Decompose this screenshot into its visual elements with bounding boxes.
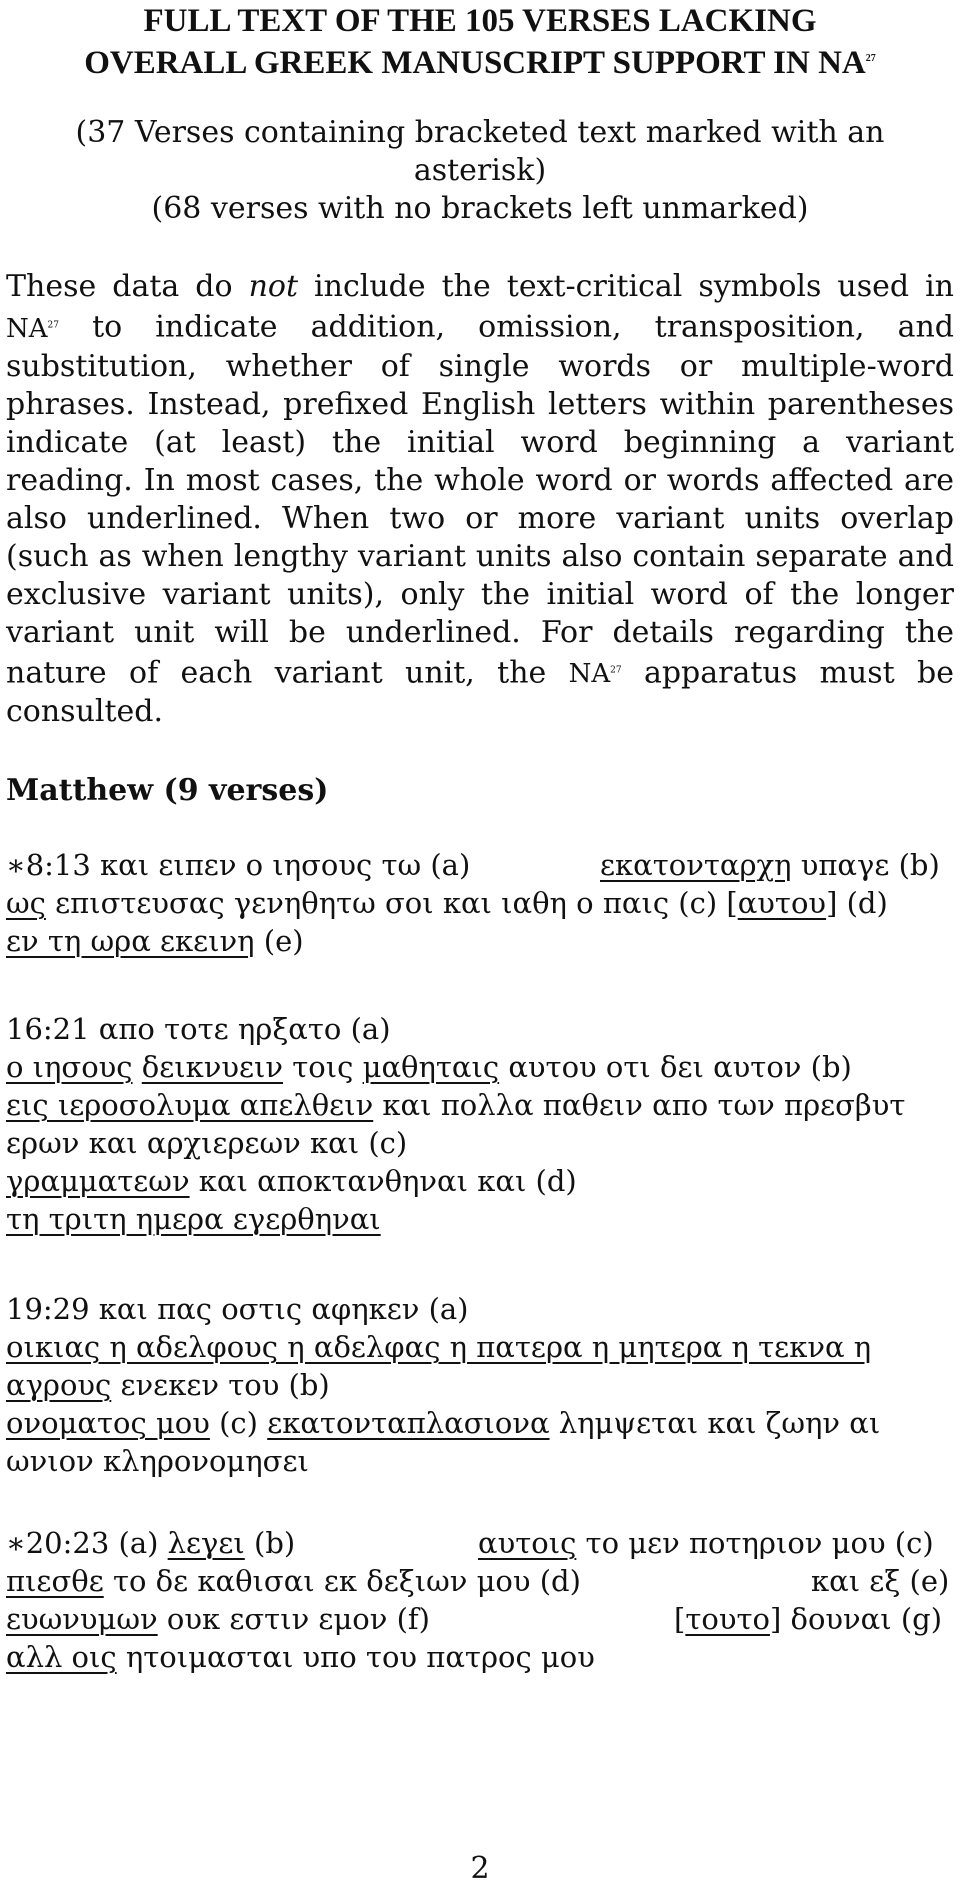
- verse-text: επιστευσας γενηθητω σοι και ιαθη ο παις (c): [45, 886, 727, 920]
- page-title: [30, 2, 930, 82]
- verse-line: [6, 1086, 956, 1124]
- underlined-word: ονοματος μου: [6, 1406, 210, 1440]
- intro-text-2: include the text-critical symbols used in: [298, 269, 955, 304]
- intro-paragraph: [6, 268, 954, 731]
- intro-text-4: apparatus must be consulted.: [6, 655, 954, 730]
- verse-line: [6, 1366, 956, 1404]
- verse-text: (b): [244, 1526, 296, 1560]
- underlined-word: αυτου: [737, 886, 827, 920]
- subtitle-line-2: asterisk): [413, 153, 547, 188]
- verse-20-23: [6, 1524, 956, 1676]
- verse-19-29: [6, 1290, 956, 1480]
- verse-text: ωνιον κληρονομησει: [6, 1444, 309, 1478]
- underlined-word: μαθηταις: [362, 1050, 500, 1084]
- bracket: [: [726, 886, 738, 920]
- underlined-word: τη τριτη ημερα εγερθηναι: [6, 1202, 381, 1236]
- verse-text: και πολλα παθειν απο των πρεσβυτ: [373, 1088, 906, 1122]
- intro-text-1: These data do: [6, 269, 249, 304]
- verse-line: [6, 1048, 956, 1086]
- underlined-word: λεγει: [167, 1526, 245, 1560]
- underlined-word: ευωνυμων: [6, 1602, 158, 1636]
- verse-text: (c): [209, 1406, 268, 1440]
- na-text-2: NA: [568, 659, 611, 690]
- intro-text-3: to indicate addition, omission, transposition, and substitution, whether of single words or multiple-word phrases. Instead, prefixed English letters within parentheses indicate (at least) the initial word beginning a variant reading. In most cases, the whole word or words affected are also underlined. When two or more variant units overlap (such as when lengthy variant units also contain separate and exclusive variant units), only the initial word of the longer variant unit will be underlined. For details regarding the nature of each variant unit, the: [6, 309, 954, 691]
- verse-text: ητοιμασται υπο του πατρος μου: [116, 1640, 595, 1674]
- verse-text: και εξ (e): [811, 1564, 950, 1598]
- verse-line: [6, 1200, 956, 1238]
- variant-reading: [600, 846, 940, 884]
- verse-line: [6, 1524, 956, 1562]
- title-line-2-text: OVERALL GREEK MANUSCRIPT SUPPORT IN NA: [84, 45, 866, 81]
- verse-line: [6, 1124, 956, 1162]
- verse-text: ∗20:23 (a): [6, 1526, 168, 1560]
- verse-text: ] (d): [826, 886, 888, 920]
- underlined-word: εκατονταπλασιονα: [267, 1406, 550, 1440]
- underlined-word: ο ιησους: [6, 1050, 133, 1084]
- underlined-word: εις ιεροσολυμα απελθειν: [6, 1088, 374, 1122]
- verse-text: (e): [254, 924, 304, 958]
- subtitle-line-3: (68 verses with no brackets left unmarked): [151, 191, 809, 226]
- verse-line: [6, 1562, 956, 1600]
- verse-text: τοις: [283, 1050, 363, 1084]
- title-line-2: [30, 40, 930, 82]
- verse-text: 16:21 απο τοτε ηρξατο (a): [6, 1012, 391, 1046]
- page-number: 2: [470, 1851, 490, 1886]
- verse-text: το μεν ποτηριον μου (c): [576, 1526, 934, 1560]
- verse-text: και αποκτανθηναι και (d): [189, 1164, 577, 1198]
- bracket: [: [674, 1602, 686, 1636]
- underlined-word: εκατονταρχη: [600, 848, 792, 882]
- na-abbreviation: [6, 314, 59, 344]
- verse-text: ουκ εστιν εμον (f): [157, 1602, 430, 1636]
- verse-16-21: [6, 1010, 956, 1238]
- underlined-word: πιεσθε: [6, 1564, 104, 1598]
- verse-line: [6, 1442, 956, 1480]
- verse-text: [133, 1050, 142, 1084]
- verse-8-13: [6, 846, 956, 960]
- title-line-1: FULL TEXT OF THE 105 VERSES LACKING: [143, 3, 817, 39]
- na-text: NA: [6, 313, 48, 344]
- intro-emphasis: not: [248, 269, 299, 304]
- na-superscript: 27: [47, 320, 59, 330]
- verse-line: [6, 1600, 956, 1638]
- underlined-word: δεικνυειν: [141, 1050, 284, 1084]
- underlined-word: εν τη ωρα εκεινη: [6, 924, 255, 958]
- underlined-word: τουτο: [685, 1602, 770, 1636]
- underlined-word: αυτοις: [478, 1526, 577, 1560]
- variant-reading: [478, 1524, 934, 1562]
- section-heading: Matthew (9 verses): [6, 773, 329, 808]
- verse-line: [6, 1328, 956, 1366]
- verse-text: 19:29 και πας οστις αφηκεν (a): [6, 1292, 469, 1326]
- underlined-word: ως: [6, 886, 46, 920]
- verse-text: ∗8:13 και ειπεν ο ιησους τω (a): [6, 848, 471, 882]
- variant-reading: [674, 1600, 942, 1638]
- verse-line: [6, 846, 956, 884]
- underlined-word: αλλ οις: [6, 1640, 117, 1674]
- verse-text: υπαγε (b): [791, 848, 940, 882]
- verse-text: το δε καθισαι εκ δεξιων μου (d): [103, 1564, 581, 1598]
- underlined-word: οικιας η αδελφους η αδελφας η πατερα η μητερα η τεκνα η: [6, 1330, 872, 1364]
- subtitle-line-1: (37 Verses containing bracketed text marked with an: [75, 115, 885, 150]
- verse-line: [6, 1162, 956, 1200]
- title-superscript: 27: [865, 53, 876, 64]
- verse-text: ] δουναι (g): [769, 1602, 943, 1636]
- underlined-word: γραμματεων: [6, 1164, 190, 1198]
- verse-line: [6, 884, 956, 922]
- verse-line: [6, 1638, 956, 1676]
- verse-line: [6, 1404, 956, 1442]
- subtitle: [60, 114, 900, 228]
- underlined-word: αγρους: [6, 1368, 112, 1402]
- verse-line: [6, 1010, 956, 1048]
- verse-line: [6, 922, 956, 960]
- verse-text: ενεκεν του (b): [111, 1368, 330, 1402]
- verse-text: αυτου οτι δει αυτον (b): [499, 1050, 852, 1084]
- na-abbreviation-2: [569, 659, 622, 689]
- verse-text: ερων και αρχιερεων και (c): [6, 1126, 408, 1160]
- verse-text: λημψεται και ζωην αι: [549, 1406, 881, 1440]
- verse-line: [6, 1290, 956, 1328]
- na-superscript-2: 27: [610, 665, 622, 676]
